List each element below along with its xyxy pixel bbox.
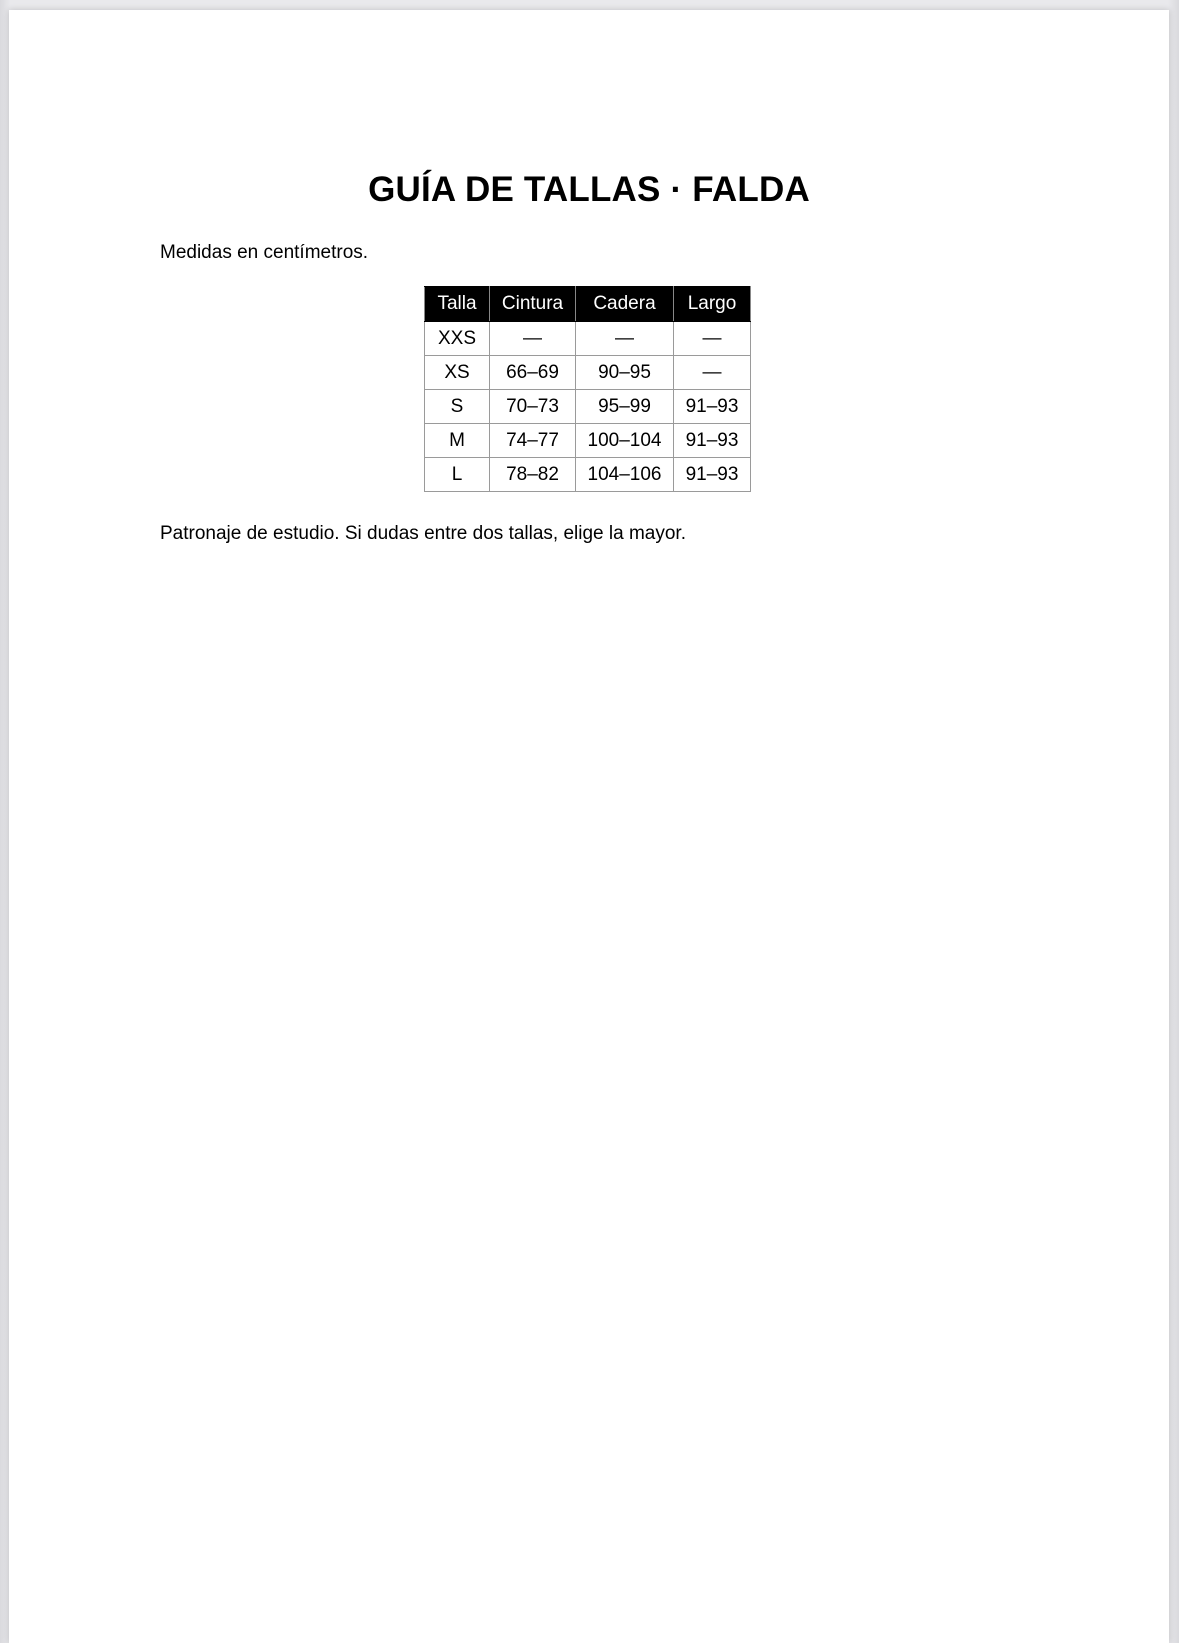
cell-largo: 91–93 <box>674 458 751 492</box>
cell-cadera: 95–99 <box>576 390 674 424</box>
cell-cintura: — <box>490 322 576 356</box>
table-header-row <box>425 287 751 322</box>
cell-talla: XS <box>425 356 490 390</box>
cell-cadera: — <box>576 322 674 356</box>
table-row <box>425 356 751 390</box>
table-row <box>425 390 751 424</box>
cell-cintura: 78–82 <box>490 458 576 492</box>
cell-talla: L <box>425 458 490 492</box>
header-largo: Largo <box>674 287 751 322</box>
cell-cintura: 66–69 <box>490 356 576 390</box>
cell-cadera: 104–106 <box>576 458 674 492</box>
cell-cadera: 100–104 <box>576 424 674 458</box>
header-cintura: Cintura <box>490 287 576 322</box>
document-page <box>9 10 1169 1643</box>
table-row <box>425 424 751 458</box>
cell-largo: 91–93 <box>674 390 751 424</box>
header-talla: Talla <box>425 287 490 322</box>
cell-cintura: 74–77 <box>490 424 576 458</box>
footer-note: Patronaje de estudio. Si dudas entre dos tallas, elige la mayor. <box>160 523 686 544</box>
page-title: GUÍA DE TALLAS · FALDA <box>368 170 810 209</box>
cell-talla: XXS <box>425 322 490 356</box>
cell-talla: S <box>425 390 490 424</box>
cell-largo: — <box>674 356 751 390</box>
cell-largo: — <box>674 322 751 356</box>
cell-largo: 91–93 <box>674 424 751 458</box>
cell-cintura: 70–73 <box>490 390 576 424</box>
table-row <box>425 458 751 492</box>
table-row <box>425 322 751 356</box>
cell-talla: M <box>425 424 490 458</box>
units-note: Medidas en centímetros. <box>160 242 369 263</box>
header-cadera: Cadera <box>576 287 674 322</box>
size-table <box>424 286 751 492</box>
cell-cadera: 90–95 <box>576 356 674 390</box>
